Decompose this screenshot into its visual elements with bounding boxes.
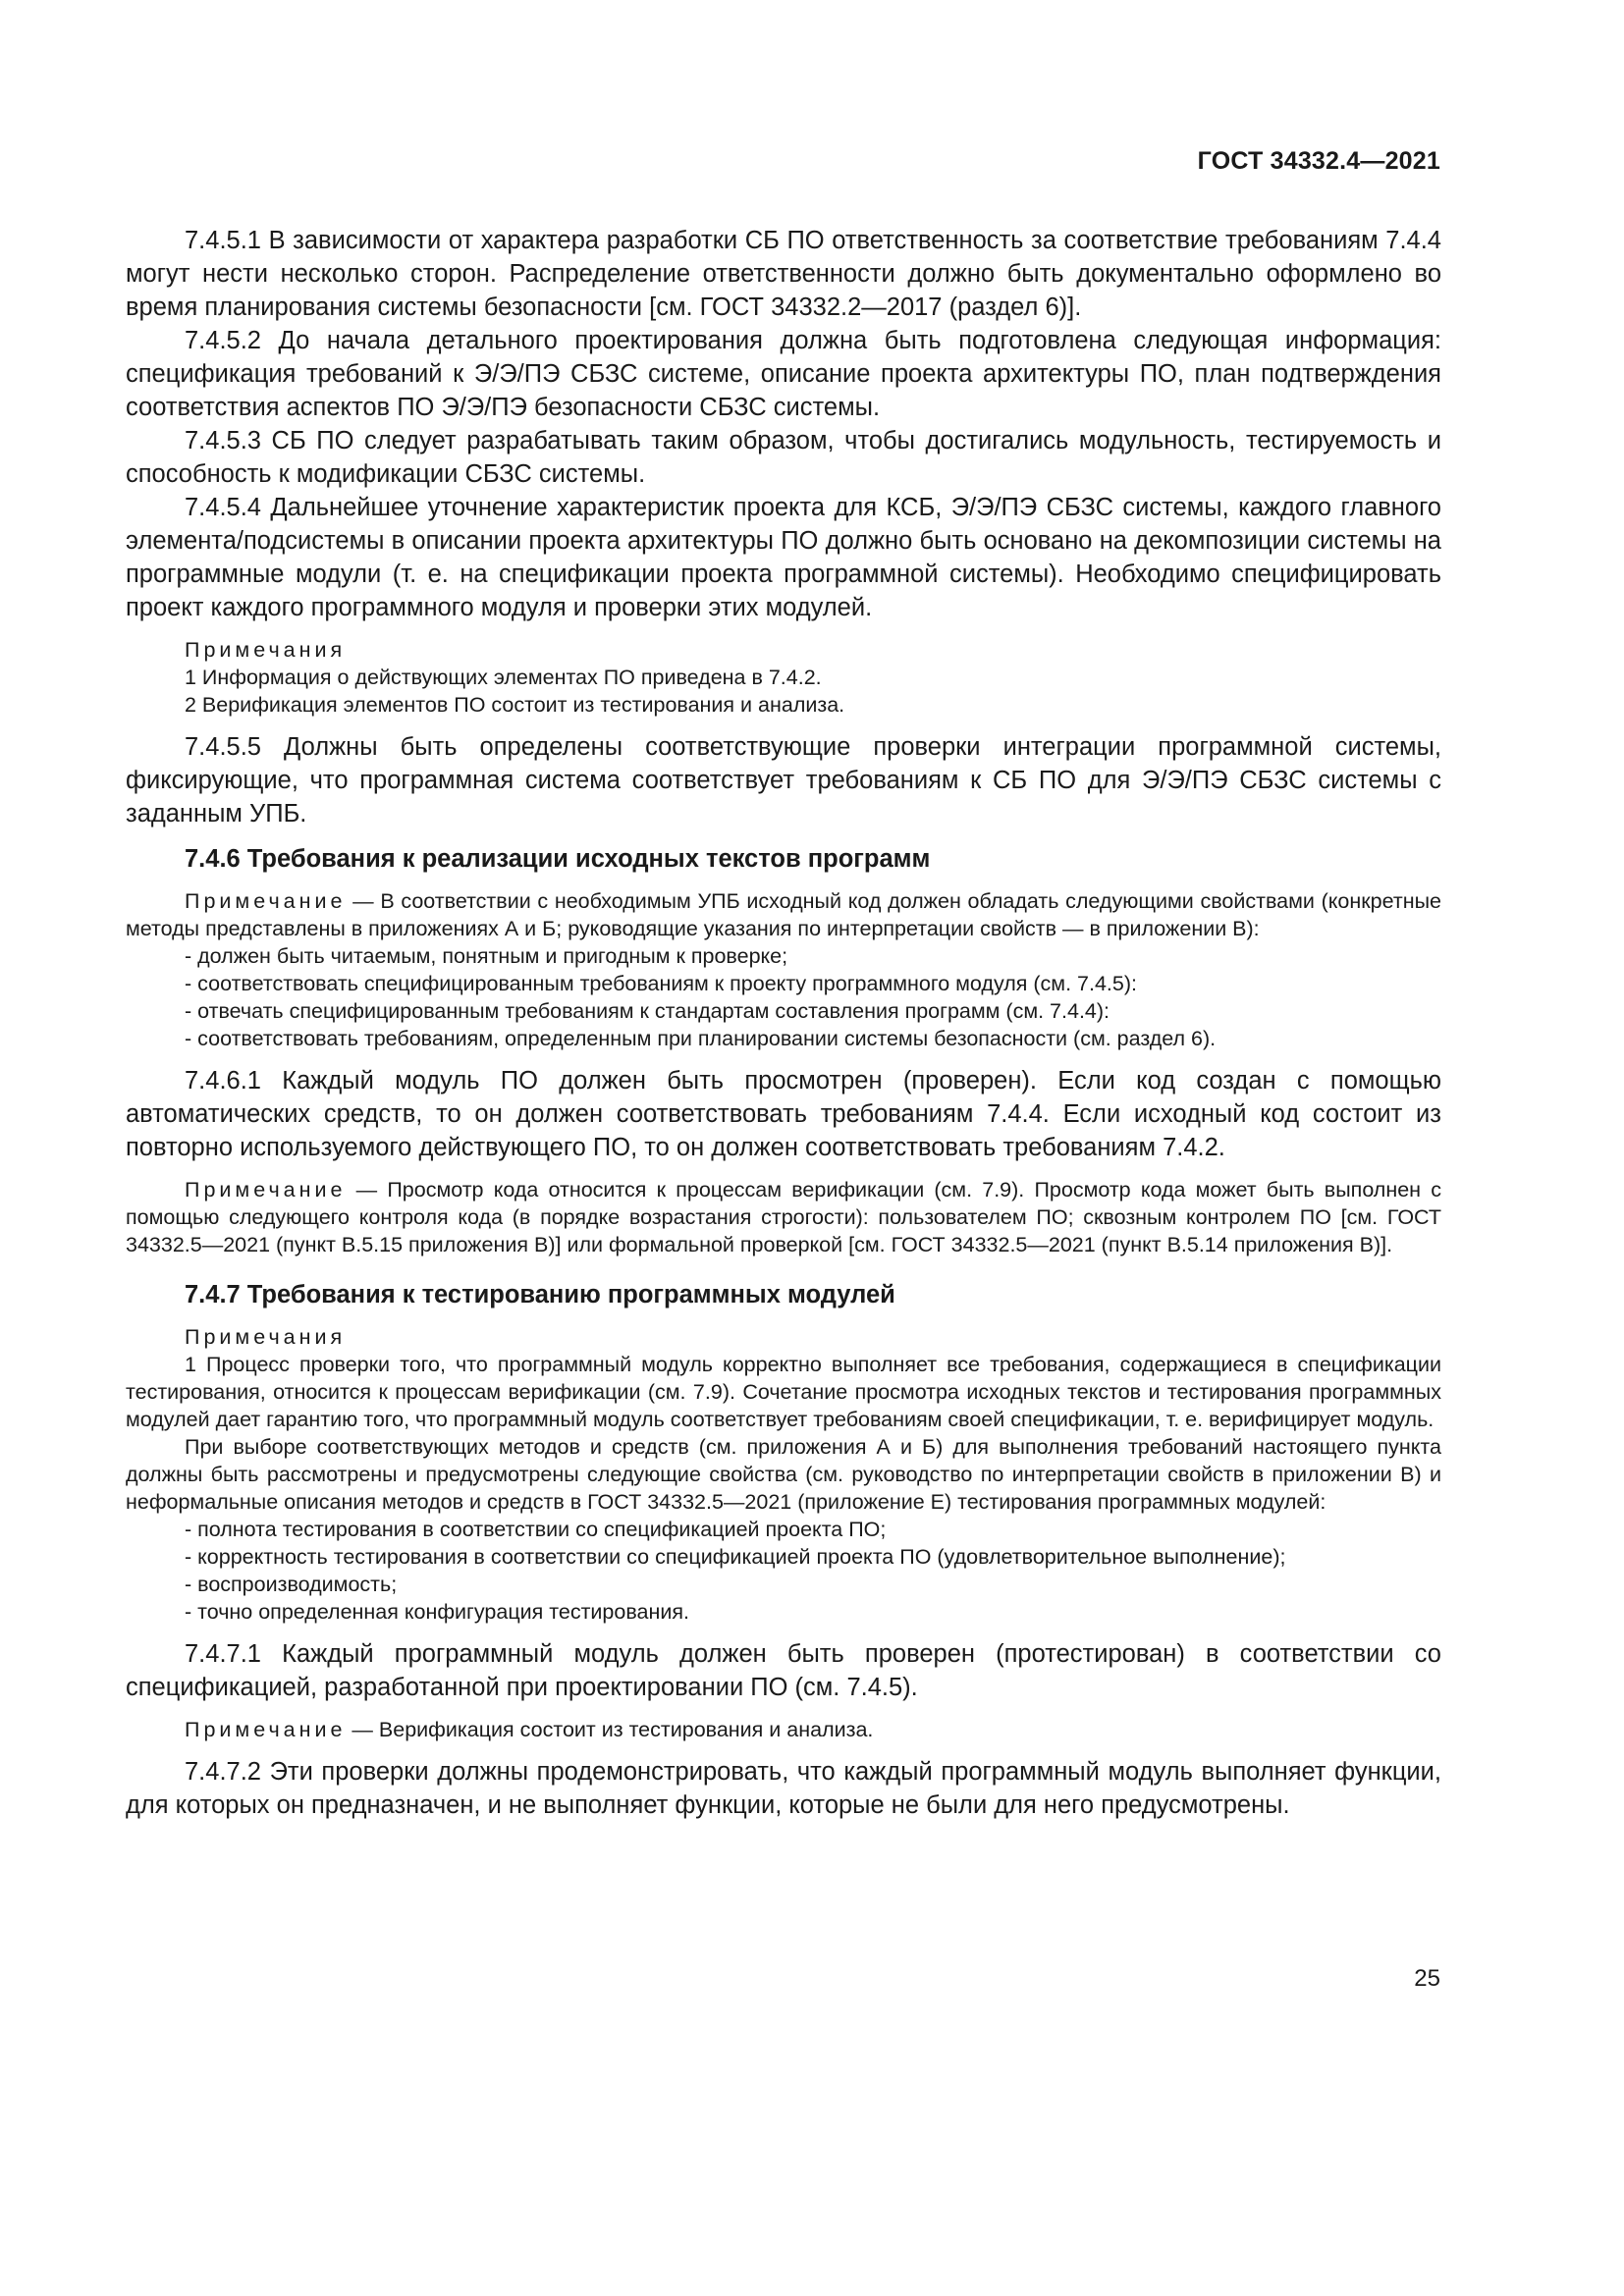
paragraph-7-4-7-1: 7.4.7.1 Каждый программный модуль должен быть проверен (протестирован) в соответствии со спецификацией, разработанной при проектировании ПО (см. 7.4.5). [126,1640,1441,1701]
paragraph-7-4-7-2: 7.4.7.2 Эти проверки должны продемонстрировать, что каждый программный модуль выполняет функции, для которых он предназначен, и не выполняет функции, которые не были для него предусмотрены. [126,1758,1441,1819]
page-content [126,224,1441,1822]
paragraph-7-4-5-1: 7.4.5.1 В зависимости от характера разработки СБ ПО ответственность за соответствие требованиям 7.4.4 могут нести несколько сторон. Распределение ответственности должно быть документально оформлено во время планирования системы безопасности [см. ГОСТ 34332.2—2017 (раздел 6)]. [126,227,1441,321]
paragraph-7-4-5-2: 7.4.5.2 До начала детального проектирования должна быть подготовлена следующая информация: спецификация требований к Э/Э/ПЭ СБЗС системе, описание проекта архитектуры ПО, план подтверждения соответствия аспектов ПО Э/Э/ПЭ безопасности СБЗС системы. [126,327,1441,421]
note-label: Примечание [185,889,347,913]
note-label: Примечание [185,1718,347,1741]
list-item: - соответствовать специфицированным требованиям к проекту программного модуля (см. 7.4.5): [185,972,1137,995]
section-heading-7-4-6: 7.4.6 Требования к реализации исходных текстов программ [185,845,931,873]
list-item: - отвечать специфицированным требованиям к стандартам составления программ (см. 7.4.4): [185,999,1110,1023]
list-item: - должен быть читаемым, понятным и пригодным к проверке; [185,944,788,968]
note-text: — Просмотр кода относится к процессам верификации (см. 7.9). Просмотр кода может быть выполнен с помощью следующего контроля кода (в порядке возрастания строгости): пользователем ПО; сквозным контролем ПО [см. ГОСТ 34332.5—2021 (пункт В.5.15 приложения В)] или формальной проверкой [см. ГОСТ 34332.5—2021 (пункт В.5.14 приложения В)]. [126,1178,1441,1256]
page-number: 25 [1414,1965,1440,1992]
note-text: — Верификация состоит из тестирования и анализа. [346,1718,874,1741]
paragraph-7-4-5-3: 7.4.5.3 СБ ПО следует разрабатывать таким образом, чтобы достигались модульность, тестируемость и способность к модификации СБЗС системы. [126,427,1441,488]
note-text: — В соответствии с необходимым УПБ исходный код должен обладать следующими свойствами (конкретные методы представлены в приложениях А и Б; руководящие указания по интерпретации свойств — в приложении В): [126,889,1441,940]
paragraph-7-4-5-4: 7.4.5.4 Дальнейшее уточнение характеристик проекта для КСБ, Э/Э/ПЭ СБЗС системы, каждого главного элемента/подсистемы в описании проекта архитектуры ПО должно быть основано на декомпозиции системы на программные модули (т. е. на спецификации проекта программной системы). Необходимо специфицировать проект каждого программного модуля и проверки этих модулей. [126,494,1441,621]
notes-title: Примечания [185,638,347,662]
list-item: - воспроизводимость; [185,1573,398,1596]
list-item: - корректность тестирования в соответствии со спецификацией проекта ПО (удовлетворительное выполнение); [185,1545,1286,1569]
list-item: - соответствовать требованиям, определенным при планировании системы безопасности (см. раздел 6). [185,1027,1217,1050]
note-item: При выборе соответствующих методов и средств (см. приложения А и Б) для выполнения требований настоящего пункта должны быть рассмотрены и предусмотрены следующие свойства (см. руководство по интерпретации свойств в приложении В) и неформальные описания методов и средств в ГОСТ 34332.5—2021 (приложение Е) тестирования программных модулей: [126,1435,1441,1514]
section-heading-7-4-7: 7.4.7 Требования к тестированию программных модулей [185,1281,895,1308]
note-label: Примечание [185,1178,347,1201]
note-item: 2 Верификация элементов ПО состоит из тестирования и анализа. [185,693,845,717]
list-item: - полнота тестирования в соответствии со спецификацией проекта ПО; [185,1518,887,1541]
note-paragraph [126,887,1441,942]
page-header-doc-id: ГОСТ 34332.4—2021 [1197,147,1440,175]
paragraph-7-4-6-1: 7.4.6.1 Каждый модуль ПО должен быть просмотрен (проверен). Если код создан с помощью автоматических средств, то он должен соответствовать требованиям 7.4.4. Если исходный код состоит из повторно используемого действующего ПО, то он должен соответствовать требованиям 7.4.2. [126,1067,1441,1161]
note-item: 1 Процесс проверки того, что программный модуль корректно выполняет все требования, содержащиеся в спецификации тестирования, относится к процессам верификации (см. 7.9). Сочетание просмотра исходных текстов и тестирования программных модулей дает гарантию того, что программный модуль соответствует требованиям своей спецификации, т. е. верифицирует модуль. [126,1353,1441,1431]
paragraph-7-4-5-5: 7.4.5.5 Должны быть определены соответствующие проверки интеграции программной системы, фиксирующие, что программная система соответствует требованиям к СБ ПО для Э/Э/ПЭ СБЗС системы с заданным УПБ. [126,733,1441,828]
list-item: - точно определенная конфигурация тестирования. [185,1600,689,1624]
note-paragraph [126,1176,1441,1258]
note-item: 1 Информация о действующих элементах ПО приведена в 7.4.2. [185,666,822,689]
note-paragraph [126,1716,1441,1743]
notes-title: Примечания [185,1325,347,1349]
